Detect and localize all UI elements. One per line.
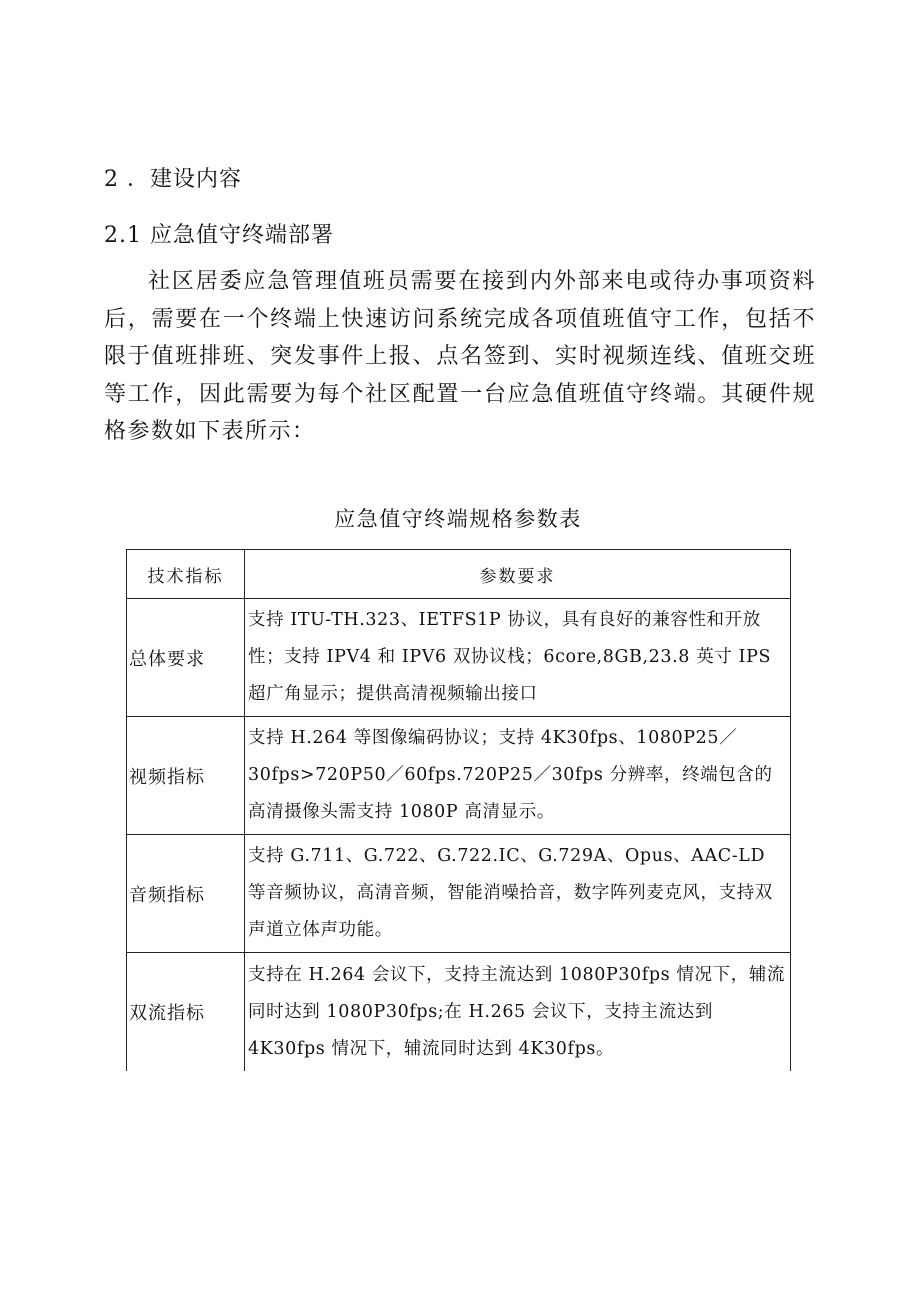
header-cell-requirement: 参数要求 — [245, 550, 791, 599]
table-caption: 应急值守终端规格参数表 — [334, 507, 582, 531]
table-row — [127, 599, 791, 717]
row-label: 视频指标 — [127, 717, 245, 835]
subsection-heading: 2.1 应急值守终端部署 — [104, 223, 334, 248]
section-heading: 2 ．建设内容 — [104, 167, 242, 192]
row-label: 总体要求 — [127, 599, 245, 717]
body-paragraph: 社区居委应急管理值班员需要在接到内外部来电或待办事项资料后，需要在一个终端上快速访问系统完成各项值班值守工作，包括不限于值班排班、突发事件上报、点名签到、实时视频连线、值班交班等工作，因此需要为每个社区配置一台应急值班值守终端。其硬件规格参数如下表所示： — [104, 269, 816, 444]
table-row — [127, 835, 791, 953]
table-row — [127, 953, 791, 1072]
row-value: 支持 H.264 等图像编码协议；支持 4K30fps、1080P25／30fps>720P50／60fps.720P25／30fps 分辨率，终端包含的高清摄像头需支持 1080P 高清显示。 — [245, 717, 791, 835]
spec-table — [126, 549, 791, 1071]
row-label: 音频指标 — [127, 835, 245, 953]
row-value: 支持在 H.264 会议下，支持主流达到 1080P30fps 情况下，辅流同时达到 1080P30fps;在 H.265 会议下，支持主流达到 4K30fps 情况下，辅流同时达到 4K30fps。 — [245, 953, 791, 1072]
row-value: 支持 G.711、G.722、G.722.IC、G.729A、Opus、AAC-LD 等音频协议，高清音频，智能消噪拾音，数字阵列麦克风，支持双声道立体声功能。 — [245, 835, 791, 953]
row-label: 双流指标 — [127, 953, 245, 1072]
table-header-row — [127, 550, 791, 599]
table-row — [127, 717, 791, 835]
header-cell-metric: 技术指标 — [127, 550, 245, 599]
row-value: 支持 ITU-TH.323、IETFS1P 协议，具有良好的兼容性和开放性；支持 IPV4 和 IPV6 双协议栈；6core,8GB,23.8 英寸 IPS 超广角显示；提供高清视频输出接口 — [245, 599, 791, 717]
